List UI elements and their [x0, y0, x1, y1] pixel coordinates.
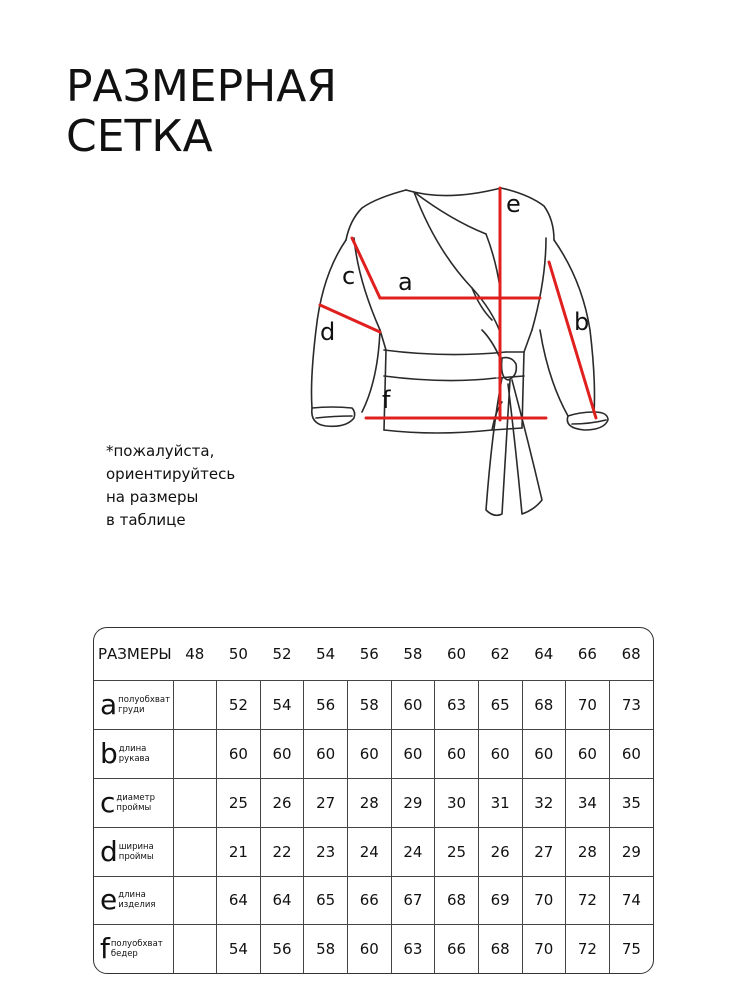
measurement-value-cell: 66: [435, 925, 479, 973]
measurement-value-cell: 32: [522, 778, 566, 827]
size-header-cell: 68: [621, 645, 641, 663]
measurement-value-cell: 21: [217, 827, 261, 876]
measurement-value-cell: 29: [609, 827, 653, 876]
size-table: [93, 627, 654, 974]
size-note-line-1: *пожалуйста,: [106, 442, 215, 460]
measurement-value-cell: 60: [478, 729, 522, 778]
measurement-value-cell: 60: [391, 681, 435, 730]
measurement-value-cell: 63: [391, 925, 435, 973]
measurement-description-line-2: проймы: [116, 802, 152, 813]
measurement-value-cell: 60: [522, 729, 566, 778]
measurement-value-cell: [173, 925, 217, 973]
size-header-cell: 52: [272, 645, 292, 663]
measurement-row-header: [94, 925, 173, 973]
measurement-description: [119, 842, 154, 862]
measurement-value-cell: 68: [522, 681, 566, 730]
measurement-description-line-2: груди: [118, 704, 145, 715]
measurement-value-cell: 73: [609, 681, 653, 730]
measurement-row-header: [94, 681, 173, 730]
size-note: [106, 440, 235, 532]
measurement-value-cell: 68: [435, 876, 479, 925]
measurement-value-cell: 60: [217, 729, 261, 778]
size-header-cell: 66: [577, 645, 597, 663]
size-note-line-3: на размеры: [106, 488, 199, 506]
measurement-value-cell: 35: [609, 778, 653, 827]
measurement-description: [116, 793, 155, 813]
measurement-letter: d: [100, 834, 118, 868]
garment-outline: [312, 188, 609, 515]
measurement-value-cell: 22: [260, 827, 304, 876]
measurement-value-cell: 67: [391, 876, 435, 925]
measurement-value-cell: [173, 827, 217, 876]
size-header-cell: 54: [316, 645, 336, 663]
measurement-value-cell: 28: [348, 778, 392, 827]
size-header-cell: 48: [185, 645, 205, 663]
measurement-description-line-2: изделия: [118, 900, 156, 911]
measurement-row-b: [94, 729, 653, 778]
size-header-cell: 56: [359, 645, 379, 663]
measurement-letter: c: [100, 785, 116, 819]
measurement-row-d: [94, 827, 653, 876]
measurement-row-header: [94, 778, 173, 827]
measure-line-c: [352, 238, 380, 298]
measurement-value-cell: 28: [566, 827, 610, 876]
measurement-value-cell: 25: [435, 827, 479, 876]
size-header-cell: 64: [534, 645, 554, 663]
measurement-description: [118, 890, 155, 910]
measurement-value-cell: 23: [304, 827, 348, 876]
measurement-value-cell: 70: [522, 925, 566, 973]
measurement-value-cell: 60: [609, 729, 653, 778]
measurement-description: [118, 695, 170, 715]
label-f: f: [382, 386, 391, 414]
measurement-letter: b: [100, 736, 118, 770]
measurement-value-cell: 29: [391, 778, 435, 827]
measurement-value-cell: 24: [348, 827, 392, 876]
measurement-description-line-1: полуобхват: [118, 694, 171, 705]
measurement-value-cell: 24: [391, 827, 435, 876]
measurement-value-cell: 63: [435, 681, 479, 730]
measurement-value-cell: 26: [260, 778, 304, 827]
measurement-description-line-1: полуобхват: [110, 939, 163, 950]
size-note-line-4: в таблице: [106, 511, 186, 529]
label-a: a: [398, 268, 413, 296]
measurement-value-cell: 30: [435, 778, 479, 827]
size-header-label: РАЗМЕРЫ: [98, 645, 172, 663]
measurement-row-header: [94, 729, 173, 778]
measurement-value-cell: 60: [348, 925, 392, 973]
measurement-value-cell: 26: [478, 827, 522, 876]
measurement-value-cell: 64: [260, 876, 304, 925]
page-title: [66, 62, 337, 162]
measurement-row-header: [94, 827, 173, 876]
measurement-description-line-1: длина: [118, 743, 147, 754]
measurement-value-cell: 31: [478, 778, 522, 827]
measurement-value-cell: 74: [609, 876, 653, 925]
measurement-value-cell: 60: [435, 729, 479, 778]
measurement-value-cell: 60: [304, 729, 348, 778]
measurement-description-line-2: бедер: [110, 949, 138, 960]
measurement-value-cell: 70: [566, 681, 610, 730]
measurement-value-cell: 25: [217, 778, 261, 827]
measurement-value-cell: 64: [217, 876, 261, 925]
measurement-description-line-1: ширина: [118, 841, 154, 852]
measurement-value-cell: 69: [478, 876, 522, 925]
measurement-row-e: [94, 876, 653, 925]
measure-line-b: [549, 262, 596, 418]
measurement-description-line-1: диаметр: [116, 792, 156, 803]
measurement-value-cell: 58: [304, 925, 348, 973]
size-note-line-2: ориентируйтесь: [106, 465, 236, 483]
measurement-value-cell: 65: [478, 681, 522, 730]
measurement-row-a: [94, 681, 653, 730]
measurement-value-cell: [173, 681, 217, 730]
measurement-description-line-2: проймы: [118, 851, 154, 862]
measurement-value-cell: 27: [522, 827, 566, 876]
measurement-value-cell: 56: [304, 681, 348, 730]
size-header-cell: 62: [490, 645, 510, 663]
label-b: b: [574, 308, 590, 336]
measurement-description-line-2: рукава: [118, 753, 150, 764]
measurement-description-line-1: длина: [118, 890, 146, 901]
page-title-line-2: СЕТКА: [66, 111, 213, 162]
size-header-cell: 50: [228, 645, 248, 663]
measurement-value-cell: 60: [566, 729, 610, 778]
measurement-value-cell: 72: [566, 876, 610, 925]
measurement-description: [111, 939, 163, 959]
size-header-cell: 58: [403, 645, 423, 663]
page-title-line-1: РАЗМЕРНАЯ: [66, 61, 337, 112]
measurement-letter: e: [100, 883, 118, 917]
measurement-value-cell: 72: [566, 925, 610, 973]
measurement-description: [119, 744, 150, 764]
measurement-value-cell: [173, 876, 217, 925]
label-e: e: [506, 190, 521, 218]
measurement-letter: a: [100, 687, 118, 721]
size-header-cell: 60: [447, 645, 467, 663]
measurement-value-cell: 58: [348, 681, 392, 730]
measurement-value-cell: 65: [304, 876, 348, 925]
measurement-value-cell: 34: [566, 778, 610, 827]
label-c: c: [342, 262, 356, 290]
measurement-row-header: [94, 876, 173, 925]
measurement-value-cell: 68: [478, 925, 522, 973]
measurement-value-cell: 54: [260, 681, 304, 730]
measurement-letter: f: [100, 932, 110, 966]
measurement-value-cell: 54: [217, 925, 261, 973]
measurement-value-cell: [173, 729, 217, 778]
measurement-value-cell: 52: [217, 681, 261, 730]
size-table-grid: [94, 628, 653, 973]
garment-diagram: [296, 180, 636, 540]
measurement-value-cell: [173, 778, 217, 827]
measurement-value-cell: 70: [522, 876, 566, 925]
measurement-row-f: [94, 925, 653, 973]
label-d: d: [320, 318, 336, 346]
measurement-value-cell: 27: [304, 778, 348, 827]
measurement-value-cell: 60: [391, 729, 435, 778]
measurement-row-c: [94, 778, 653, 827]
measurement-value-cell: 56: [260, 925, 304, 973]
measurement-value-cell: 75: [609, 925, 653, 973]
measurement-value-cell: 60: [260, 729, 304, 778]
measurement-value-cell: 66: [348, 876, 392, 925]
measurement-value-cell: 60: [348, 729, 392, 778]
size-header-row: [94, 628, 653, 681]
